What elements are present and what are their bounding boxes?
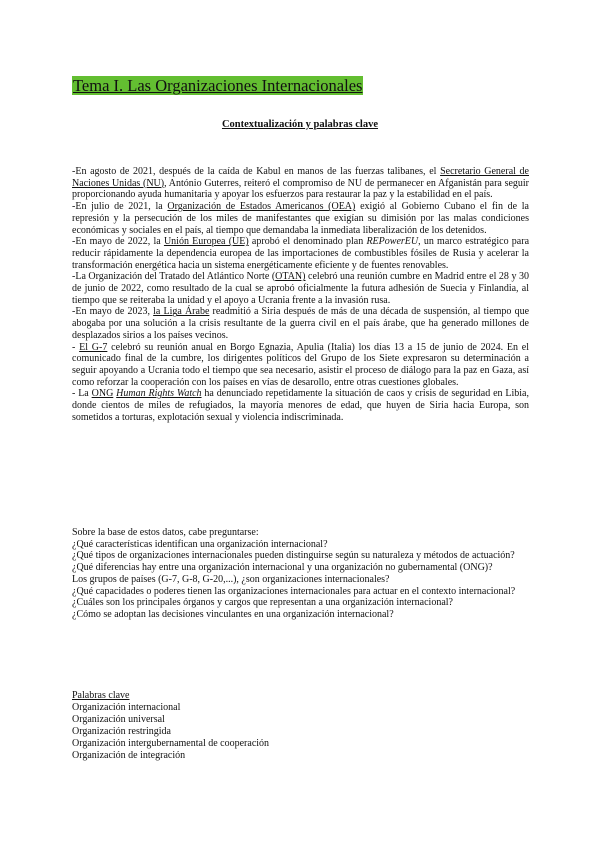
- news-list: [72, 166, 529, 423]
- news-item: -En mayo de 2023, la Liga Árabe readmitió a Siria después de más de una década de suspensión, al tiempo que abogaba por una solución a la crisis resultante de la guerra civil en el país árabe, que ha generado millones de desplazados sirios a los países vecinos.: [72, 306, 530, 341]
- question: ¿Qué tipos de organizaciones internacionales pueden distinguirse según su naturaleza y métodos de actuación?: [72, 550, 515, 562]
- questions-section: [72, 527, 529, 621]
- keyword: Organización restringida: [72, 726, 171, 737]
- question: ¿Cómo se adoptan las decisiones vinculantes en una organización internacional?: [72, 608, 394, 620]
- keyword: Organización universal: [72, 714, 165, 725]
- news-item: -En agosto de 2021, después de la caída de Kabul en manos de las fuerzas talibanes, el Secretario General de Naciones Unidas (NU), António Guterres, reiteró el compromiso de NU de permanecer en Afganistán para seguir proporcionando ayuda humanitaria y apoyar los esfuerzos para restaurar la paz y la estabilidad en el país.: [72, 166, 530, 201]
- news-item: -En julio de 2021, la Organización de Estados Americanos (OEA) exigió al Gobierno Cubano el fin de la represión y la persecución de los miles de manifestantes que exigían su dimisión por las malas condiciones económicas y sociales en el país, al tiempo que demandaba la inmediata liberalización de los detenidos.: [72, 201, 529, 236]
- org-name: El G-7: [79, 341, 108, 353]
- ngo-name: Human Rights Watch: [116, 388, 202, 400]
- org-name: Secretario General de Naciones Unidas (NU): [72, 166, 529, 189]
- org-name: la Liga Árabe: [153, 306, 210, 318]
- org-name: OTAN): [275, 271, 306, 283]
- plan-name: REPowerEU: [366, 236, 419, 248]
- keyword: Organización internacional: [72, 702, 181, 713]
- question: ¿Cuáles son los principales órganos y cargos que representan a una organización internacional?: [72, 597, 453, 609]
- news-item: - La ONG Human Rights Watch ha denunciado repetidamente la situación de caos y crisis de seguridad en Libia, donde cientos de miles de refugiados, la mayoría menores de edad, que huyen de Siria hacia Europa, son sometidos a torturas, explotación sexual y violencia indiscriminada.: [72, 388, 529, 423]
- org-name: Unión Europea (UE): [163, 236, 249, 248]
- keyword: Organización de integración: [72, 750, 186, 761]
- question: Los grupos de países (G-7, G-8, G-20,...), ¿son organizaciones internacionales?: [72, 573, 390, 585]
- section-subtitle: Contextualización y palabras clave: [221, 119, 379, 130]
- page-title: [72, 76, 363, 96]
- title-highlight: Tema I. Las Organizaciones Internacionales: [73, 76, 363, 95]
- org-name: Organización de Estados Americanos (OEA): [167, 201, 356, 213]
- question: ¿Qué características identifican una organización internacional?: [72, 538, 328, 550]
- question: ¿Qué capacidades o poderes tienen las organizaciones internacionales para actuar en el contexto internacional?: [72, 585, 516, 597]
- keywords-section: [72, 690, 529, 762]
- keyword: Organización intergubernamental de cooperación: [72, 738, 270, 749]
- questions-intro: Sobre la base de estos datos, cabe preguntarse:: [72, 527, 259, 538]
- news-item: -En mayo de 2022, la Unión Europea (UE) aprobó el denominado plan REPowerEU, un marco estratégico para reducir rápidamente la dependencia europea de las importaciones de combustibles fósiles de Rusia y acelerar la transformación energética hacia un sistema energéticamente eficiente y de fuentes renovables.: [72, 236, 530, 271]
- org-name: ONG: [91, 388, 114, 400]
- news-item: - El G-7 celebró su reunión anual en Borgo Egnazia, Apulia (Italia) los días 13 a 15 de junio de 2024. En el comunicado final de la cumbre, los dirigentes políticos del Grupo de los Siete expresaron su determinación a seguir apoyando a Ucrania todo el tiempo que sea necesario, asistir el proceso de diálogo para la paz en Gaza, así como reforzar la cooperación con los países en vías de desarollo, entre otras cuestiones globales.: [72, 341, 529, 388]
- news-item: -La Organización del Tratado del Atlántico Norte (OTAN) celebró una reunión cumbre en Madrid entre el 28 y 30 de junio de 2022, como resultado de la cual se aprobó oficialmente la futura adhesión de Suecia y Finlandia, al tiempo que se reiteraba la unidad y el apoyo a Ucrania frente a la invasión rusa.: [72, 271, 530, 306]
- question: ¿Qué diferencias hay entre una organización internacional y una organización no gubernamental (ONG)?: [72, 562, 493, 574]
- keywords-title: Palabras clave: [72, 690, 130, 701]
